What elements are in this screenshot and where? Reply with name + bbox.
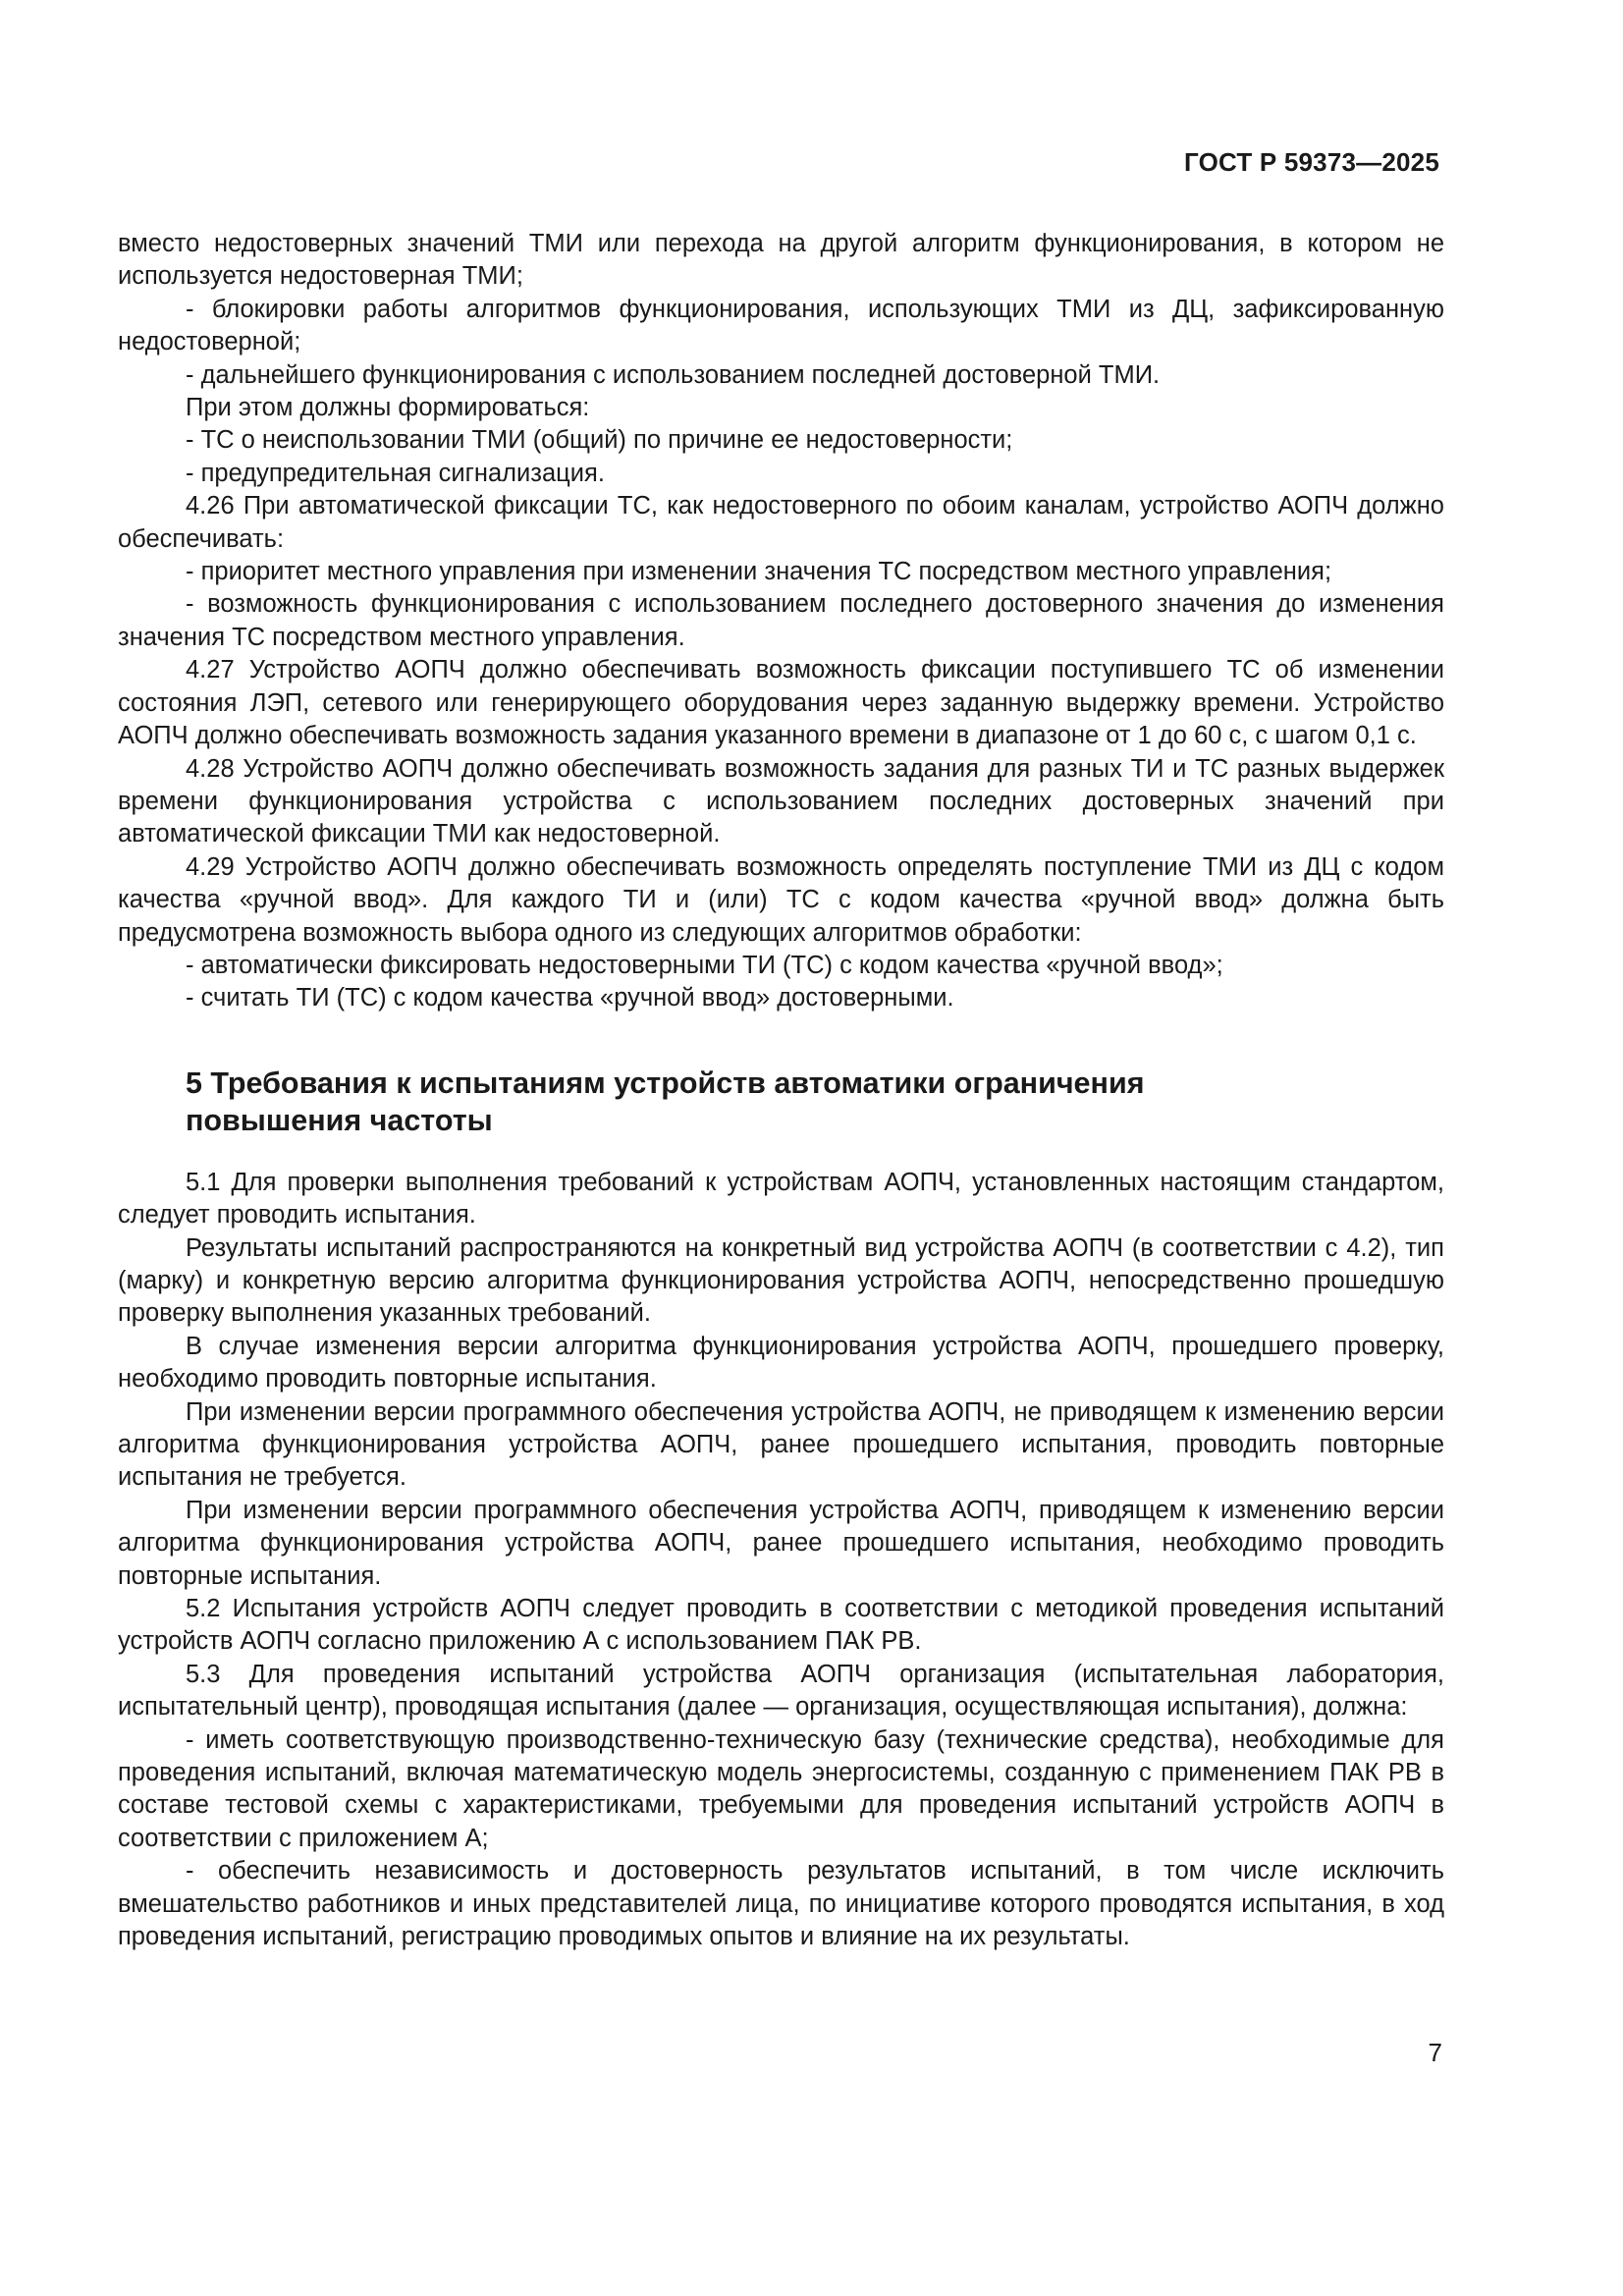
clause-4-26: 4.26 При автоматической фиксации ТС, как недостоверного по обоим каналам, устройство АОПЧ должно обеспечивать:: [118, 492, 1444, 553]
list-item: - автоматически фиксировать недостоверными ТИ (ТС) с кодом качества «ручной ввод»;: [186, 951, 1223, 979]
paragraph: Результаты испытаний распространяются на конкретный вид устройства АОПЧ (в соответствии с 4.2), тип (марку) и конкретную версию алгоритма функционирования устройства АОПЧ, непосредственно прошедшую проверку выполнения указанных требований.: [118, 1233, 1444, 1328]
clause-4-29: 4.29 Устройство АОПЧ должно обеспечивать возможность определять поступление ТМИ из ДЦ с кодом качества «ручной ввод». Для каждого ТИ и (или) ТС с кодом качества «ручной ввод» должна быть предусмотрена возможность выбора одного из следующих алгоритмов обработки:: [118, 852, 1444, 947]
list-item: - предупредительная сигнализация.: [186, 459, 605, 487]
clause-5-1: 5.1 Для проверки выполнения требований к устройствам АОПЧ, установленных настоящим стандартом, следует проводить испытания.: [118, 1168, 1444, 1230]
list-item: - дальнейшего функционирования с использованием последней достоверной ТМИ.: [186, 360, 1161, 389]
list-item: - иметь соответствующую производственно-техническую базу (технические средства), необходимые для проведения испытаний, включая математическую модель энергосистемы, созданную с применением ПАК РВ в составе тестовой схемы с характеристиками, требуемыми для проведения испытаний устройств АОПЧ в соответствии с приложением А;: [118, 1725, 1444, 1852]
list-item: - приоритет местного управления при изменении значения ТС посредством местного управления;: [186, 558, 1332, 586]
paragraph: При изменении версии программного обеспечения устройства АОПЧ, не приводящем к изменению версии алгоритма функционирования устройства АОПЧ, ранее прошедшего испытания, проводить повторные испытания не требуется.: [118, 1397, 1444, 1492]
list-item: - блокировки работы алгоритмов функционирования, использующих ТМИ из ДЦ, зафиксированную недостоверной;: [118, 295, 1444, 356]
clause-4-28: 4.28 Устройство АОПЧ должно обеспечивать возможность задания для разных ТИ и ТС разных выдержек времени функционирования устройства с использованием последних достоверных значений при автоматической фиксации ТМИ как недостоверной.: [118, 754, 1444, 848]
section-heading-line: 5 Требования к испытаниям устройств автоматики ограничения: [186, 1066, 1145, 1100]
page-number: 7: [1428, 2038, 1442, 2067]
clause-4-27: 4.27 Устройство АОПЧ должно обеспечивать возможность фиксации поступившего ТС об изменении состояния ЛЭП, сетевого или генерирующего оборудования через заданную выдержку времени. Устройство АОПЧ должно обеспечивать возможность задания указанного времени в диапазоне от 1 до 60 с, с шагом 0,1 с.: [118, 656, 1444, 750]
paragraph: При изменении версии программного обеспечения устройства АОПЧ, приводящем к изменению версии алгоритма функционирования устройства АОПЧ, ранее прошедшего испытания, необходимо проводить повторные испытания.: [118, 1496, 1444, 1590]
section-heading: [186, 1065, 1444, 1139]
list-item: - возможность функционирования с использованием последнего достоверного значения до изменения значения ТС посредством местного управления.: [118, 590, 1444, 651]
clause-5-2: 5.2 Испытания устройств АОПЧ следует проводить в соответствии с методикой проведения испытаний устройств АОПЧ согласно приложению А с использованием ПАК РВ.: [118, 1595, 1444, 1656]
paragraph: вместо недостоверных значений ТМИ или перехода на другой алгоритм функционирования, в котором не используется недостоверная ТМИ;: [118, 230, 1444, 291]
section-heading-line: повышения частоты: [186, 1103, 493, 1137]
list-item: - обеспечить независимость и достоверность результатов испытаний, в том числе исключить вмешательство работников и иных представителей лица, по инициативе которого проводятся испытания, в ход проведения испытаний, регистрацию проводимых опытов и влияние на их результаты.: [118, 1857, 1444, 1951]
document-body: [118, 228, 1444, 1954]
clause-5-3: 5.3 Для проведения испытаний устройства АОПЧ организация (испытательная лаборатория, испытательный центр), проводящая испытания (далее — организация, осуществляющая испытания), должна:: [118, 1660, 1444, 1722]
paragraph: В случае изменения версии алгоритма функционирования устройства АОПЧ, прошедшего проверку, необходимо проводить повторные испытания.: [118, 1332, 1444, 1394]
paragraph: При этом должны формироваться:: [186, 394, 590, 422]
document-header: ГОСТ Р 59373—2025: [1184, 147, 1439, 177]
list-item: - ТС о неиспользовании ТМИ (общий) по причине ее недостоверности;: [186, 426, 1013, 455]
list-item: - считать ТИ (ТС) с кодом качества «ручной ввод» достоверными.: [186, 984, 954, 1012]
